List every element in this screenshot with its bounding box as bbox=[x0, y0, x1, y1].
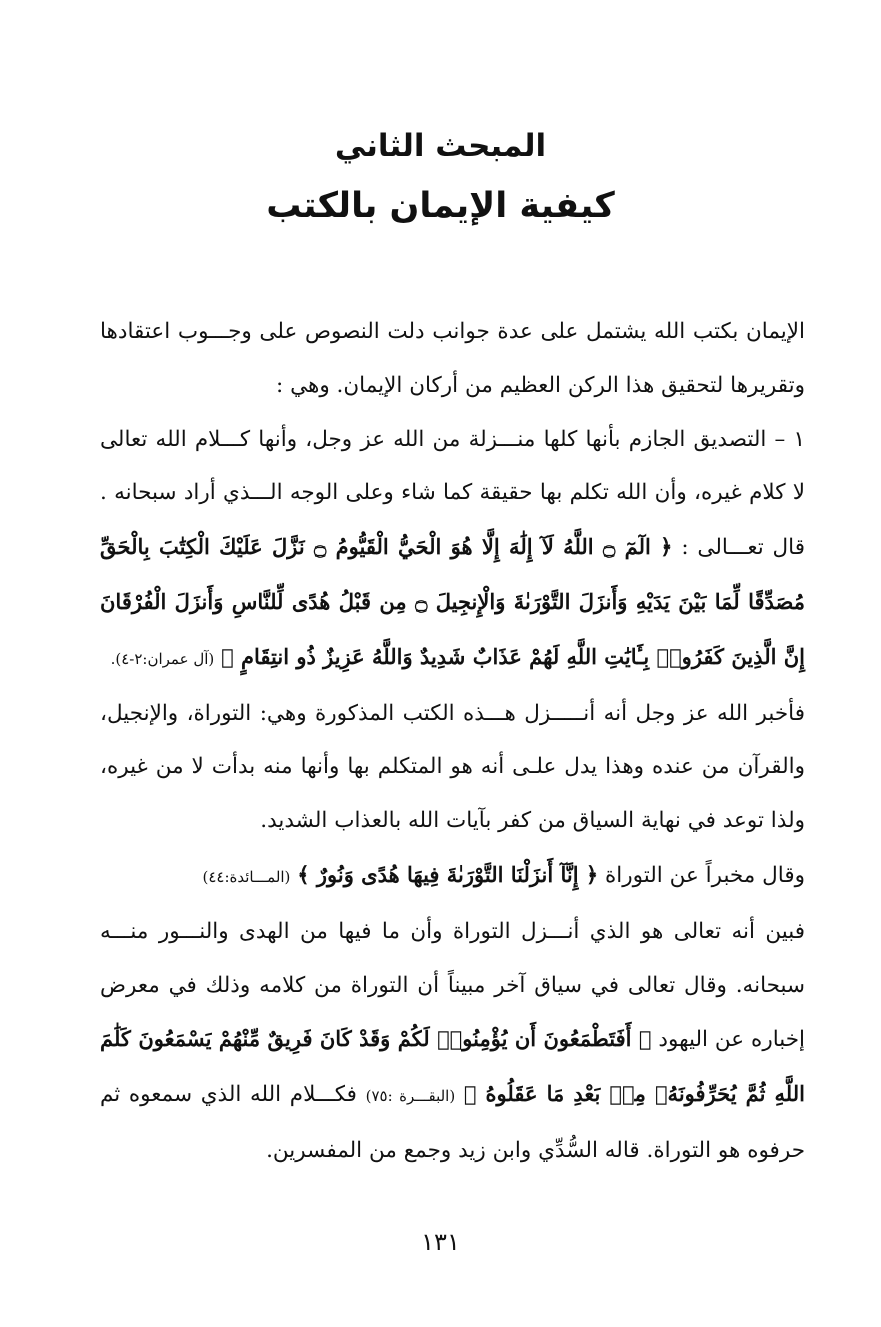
intro-text: الإيمان بكتب الله يشتمل على عدة جوانب دلت النصوص على وجـــوب اعتقادها وتقريرها لتحقيق هذا الركن العظيم من أركان الإيمان. وهي : bbox=[100, 319, 805, 398]
closing-text: فكـــلام الله الذي سمعوه ثم حرفوه هو التوراة. قاله السُّدِّي وابن زيد وجمع من المفسرين. bbox=[100, 1082, 805, 1163]
page-number: ١٣١ bbox=[421, 1228, 460, 1256]
context-text: وقال تعالى في سياق آخر مبيناً أن التوراة من كلامه وذلك في معرض إخباره عن اليهود bbox=[100, 972, 806, 1053]
section-subtitle: كيفية الإيمان بالكتب bbox=[266, 186, 615, 226]
verse-reference-al-imran: (آل عمران:٢-٤). bbox=[110, 649, 215, 668]
tawrat-paragraph bbox=[100, 848, 805, 905]
section-title: المبحث الثاني bbox=[334, 128, 547, 164]
clarification-text: فبين أنه تعالى هو الذي أنـــزل التوراة وأن ما فيها من الهدى والنـــور منـــه سبحانه. bbox=[100, 918, 805, 998]
quran-verse-al-baqarah: ﴿ أَفَتَطْمَعُونَ أَن يُؤْمِنُوا۟ لَكُمْ وَقَدْ كَانَ فَرِيقٌ مِّنْهُمْ يَسْمَعُونَ كَلَٰمَ اللَّهِ ثُمَّ يُحَرِّفُونَهُۥ مِنۢ بَعْدِ مَا عَقَلُوهُ ﴾ bbox=[100, 1026, 805, 1107]
quran-verse-al-imran: ﴿ الٓمٓ ۝ اللَّهُ لَآ إِلَٰهَ إِلَّا هُوَ الْحَيُّ الْقَيُّومُ ۝ نَزَّلَ عَلَيْكَ الْكِتَٰبَ بِالْحَقِّ مُصَدِّقًا لِّمَا بَيْنَ يَدَيْهِ وَأَنزَلَ التَّوْرَىٰةَ وَالْإِنجِيلَ ۝ مِن قَبْلُ هُدًى لِّلنَّاسِ وَأَنزَلَ الْفُرْقَانَ إِنَّ الَّذِينَ كَفَرُوا۟ بِـَٔايَٰتِ اللَّهِ لَهُمْ عَذَابٌ شَدِيدٌ وَاللَّهُ عَزِيزٌ ذُو انتِقَامٍ ﴾ bbox=[100, 534, 805, 669]
point-1-paragraph bbox=[100, 413, 805, 687]
intro-paragraph bbox=[100, 305, 805, 413]
verse-reference-al-maidah: (المـــائدة:٤٤) bbox=[202, 867, 291, 886]
page-body bbox=[100, 305, 805, 1178]
explanation-text: فأخبر الله عز وجل أنه أنـــــزل هـــذه الكتب المذكورة وهي: التوراة، والإنجيل، والقرآن من عنده وهذا يدل علـى أنه هو المتكلم بها وأنها منه بدأت لا من غيره، ولذا توعد في نهاية السياق من كفر بآيات الله بالعذاب الشديد. bbox=[100, 700, 805, 834]
clarification-paragraph bbox=[100, 905, 805, 1178]
explanation-paragraph bbox=[100, 687, 805, 848]
quran-verse-al-maidah: ﴿ إِنَّآ أَنزَلْنَا التَّوْرَىٰةَ فِيهَا هُدًى وَنُورٌ ﴾ bbox=[297, 861, 599, 887]
verse-reference-al-baqarah: (البقـــرة :٧٥) bbox=[365, 1087, 456, 1106]
point-1-text: ١ – التصديق الجازم بأنها كلها منـــزلة من الله عز وجل، وأنها كـــلام الله تعالى لا كلام غيره، وأن الله تكلم بها حقيقة كما شاء وعلى الوجه الـــذي أراد سبحانه . قال تعـــالى : bbox=[100, 426, 806, 561]
tawrat-intro-text: وقال مخبراً عن التوراة bbox=[605, 862, 805, 888]
